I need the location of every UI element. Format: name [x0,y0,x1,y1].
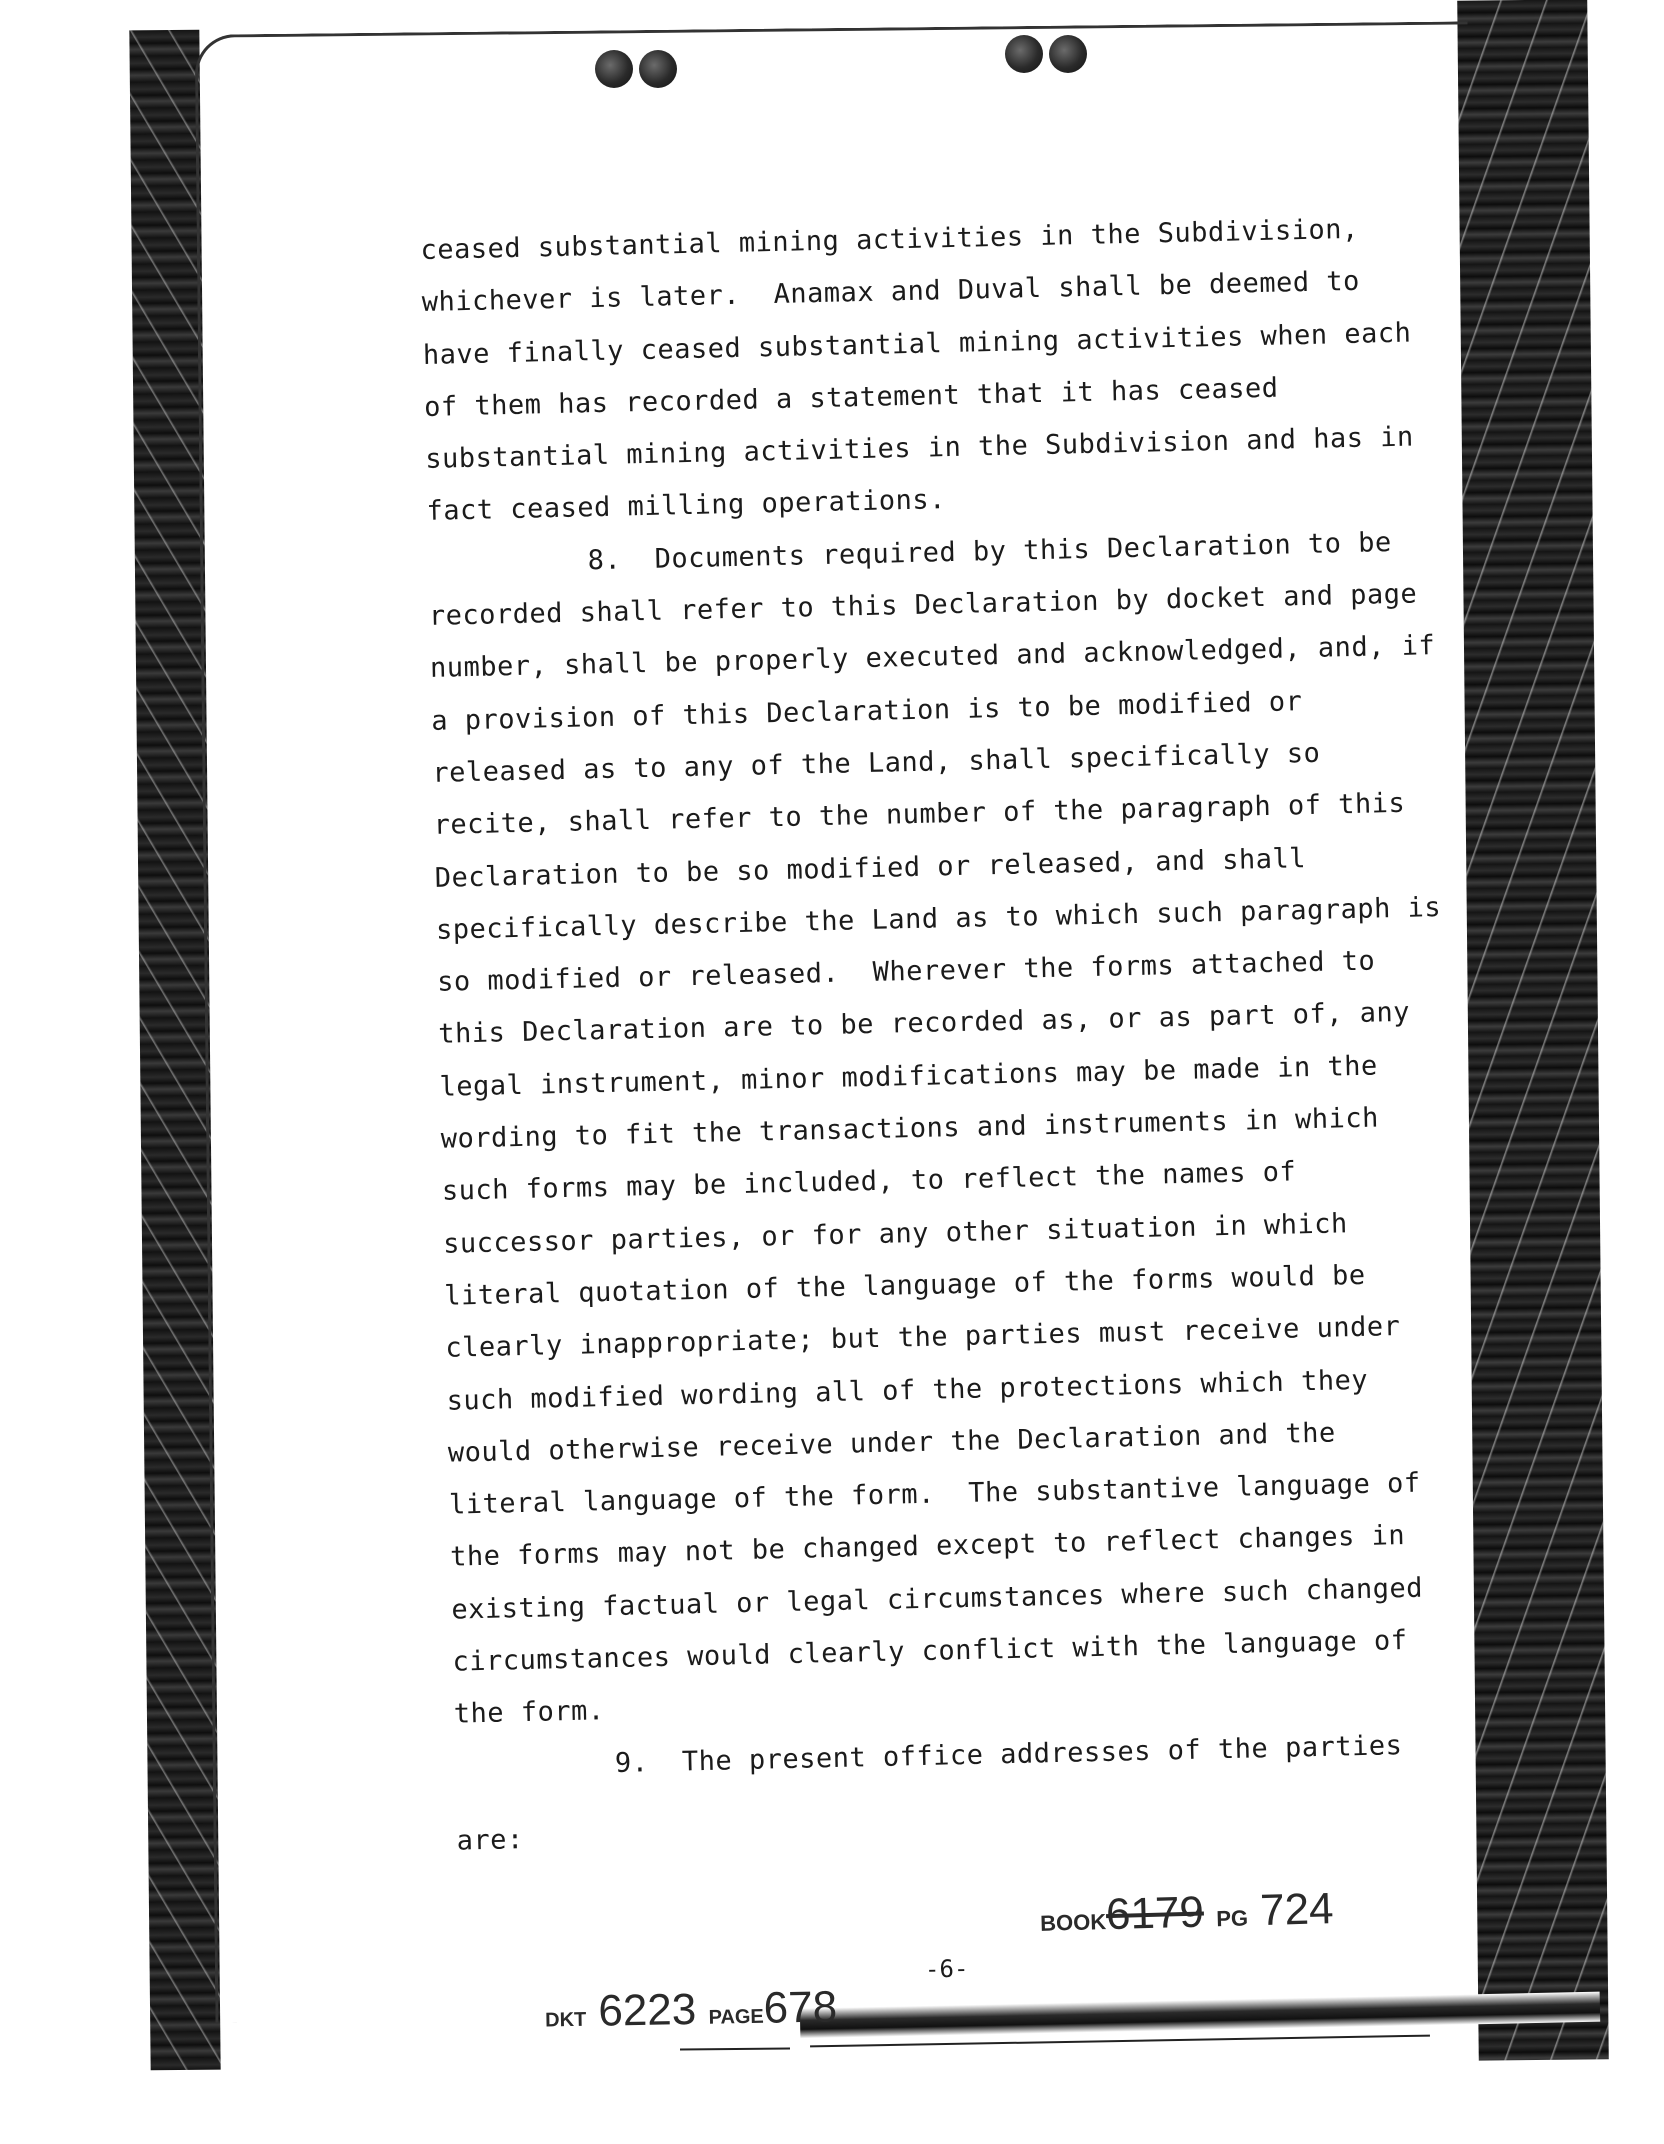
text-line: a provision of this Declaration is to be modified or [430,685,1303,737]
stamp-docket-page-label: PAGE [708,2005,764,2029]
document-body [420,204,1442,1868]
punch-hole-icon [1049,35,1087,73]
text-line: such forms may be included, to reflect the names of [441,1156,1297,1208]
stamp-page-label: PG [1215,1905,1249,1932]
stamp-docket-number: 6223 [597,1984,697,2036]
stamp-page-number: 724 [1259,1884,1335,1936]
text-line: existing factual or legal circumstances where such changed [451,1572,1424,1626]
stamp-docket-label: DKT [544,2008,587,2032]
text-line: specifically describe the Land as to which such paragraph is [435,891,1442,946]
stamp-book-number: 6179 [1105,1887,1205,1940]
text-line: recorded shall refer to this Declaration by docket and page [428,578,1418,632]
text-line: so modified or released. Wherever the forms attached to [436,945,1376,998]
text-line: the forms may not be changed except to reflect changes in [449,1520,1406,1574]
bottom-rule [810,2035,1430,2048]
text-line: of them has recorded a statement that it has ceased [423,372,1279,423]
text-line: fact ceased milling operations. [426,484,947,528]
text-line: whichever is later. Anamax and Duval shall be deemed to [421,265,1361,319]
text-line: substantial mining activities in the Subdivision and has in [424,421,1414,476]
text-line: released as to any of the Land, shall specifically so [432,737,1321,789]
text-line: legal instrument, minor modifications may be made in the [439,1050,1378,1103]
docket-page-stamp [545,1982,838,2037]
text-line: are: [456,1823,525,1857]
text-line: this Declaration are to be recorded as, or as part of, any [438,997,1411,1051]
punch-holes-left [595,50,683,92]
bottom-rule [680,2048,790,2051]
text-line: literal quotation of the language of the forms would be [443,1259,1366,1312]
text-line: number, shall be properly executed and acknowledged, and, if [429,630,1436,685]
text-line: circumstances would clearly conflict with the language of [452,1624,1408,1678]
text-line: wording to fit the transactions and instruments in which [440,1102,1380,1155]
text-line: literal language of the form. The substantive language of [448,1467,1421,1521]
paragraph-9-start: 9. The present office addresses of the parties [614,1729,1403,1779]
punch-hole-icon [1005,35,1043,73]
text-line: clearly inappropriate; but the parties must receive under [445,1311,1401,1364]
page-number: -6- [924,1954,969,1984]
book-page-stamp [1039,1884,1334,1942]
punch-hole-icon [639,50,677,88]
punch-hole-icon [595,50,633,88]
stamp-docket-page-number: 678 [763,1982,838,2033]
text-line: such modified wording all of the protections which they [446,1364,1369,1417]
punch-holes-right [1005,35,1093,77]
text-line: successor parties, or for any other situation in which [442,1207,1349,1260]
text-line: the form. [453,1695,605,1730]
text-line: Declaration to be so modified or released, and shall [434,842,1307,894]
scan-edge-left [129,30,220,2071]
paragraph-8-start: 8. Documents required by this Declaration to be [587,526,1393,577]
scan-edge-right [1457,0,1609,2061]
stamp-book-label: BOOK [1039,1909,1107,1936]
text-line: ceased substantial mining activities in the Subdivision, [420,213,1360,266]
text-line: have finally ceased substantial mining activities when each [422,317,1412,371]
text-line: would otherwise receive under the Declaration and the [447,1417,1337,1469]
text-line: recite, shall refer to the number of the paragraph of this [433,788,1406,842]
